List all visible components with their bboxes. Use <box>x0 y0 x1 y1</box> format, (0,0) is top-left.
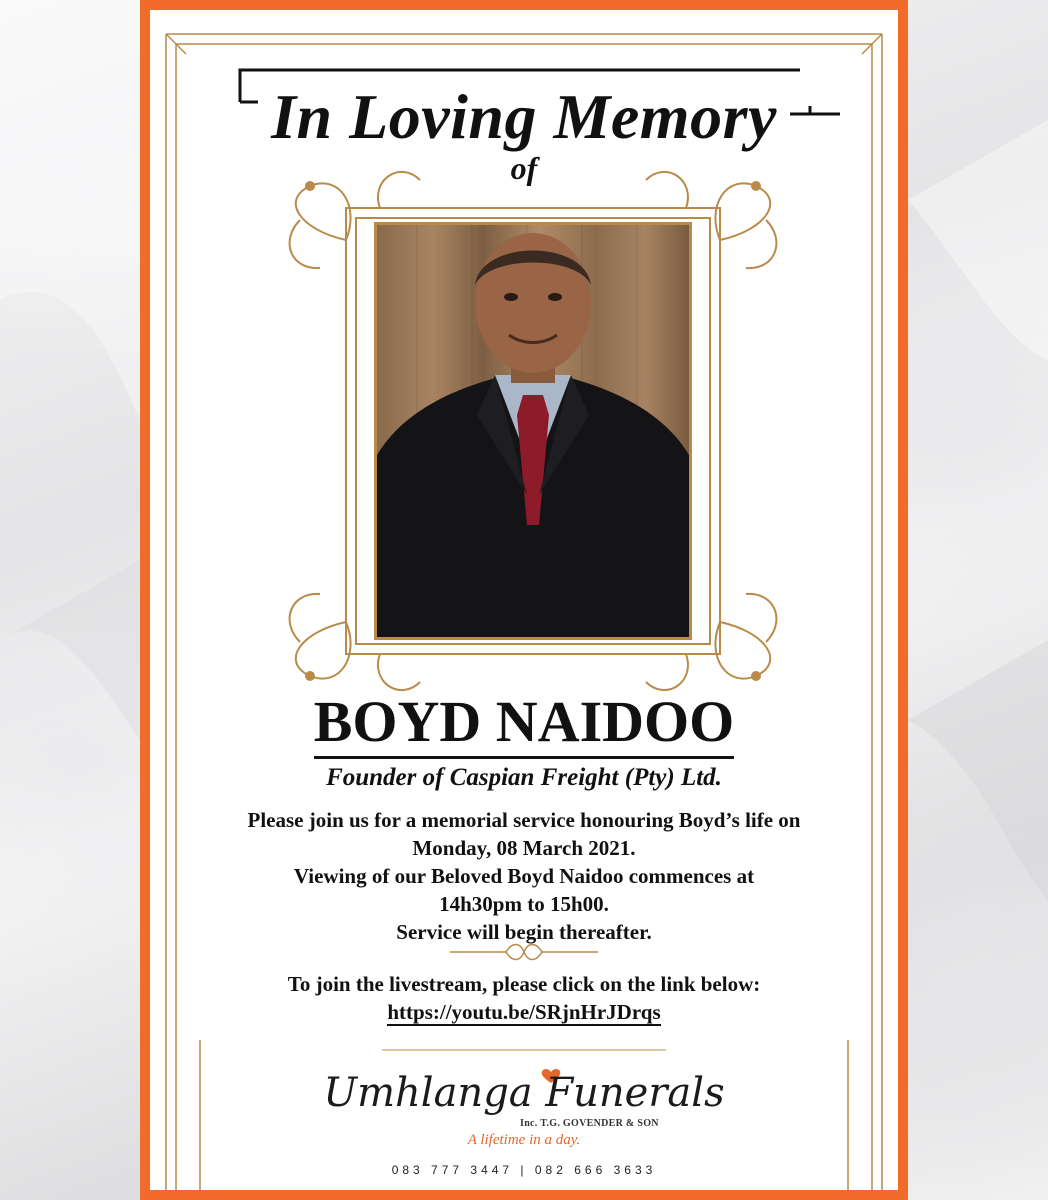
service-details <box>190 806 858 946</box>
detail-line: Please join us for a memorial service honouring Boyd’s life on <box>247 808 801 832</box>
detail-line: Monday, 08 March 2021. <box>412 836 636 860</box>
title-of: of <box>510 150 538 186</box>
detail-line: Service will begin thereafter. <box>396 920 652 944</box>
portrait-illustration <box>377 225 689 637</box>
contact-phones: 083 777 3447 | 082 666 3633 <box>391 1163 657 1177</box>
livestream-prompt: To join the livestream, please click on the link below: <box>287 972 761 996</box>
deceased-name-text: BOYD NAIDOO <box>314 689 735 759</box>
livestream-link[interactable]: https://youtu.be/SRjnHrJDrqs <box>387 1000 661 1024</box>
page-title: In Loving Memory <box>271 81 777 152</box>
livestream-section <box>190 970 858 1026</box>
detail-line: 14h30pm to 15h00. <box>439 892 609 916</box>
portrait-photo <box>374 222 692 640</box>
divider-ornament <box>450 945 598 960</box>
detail-line: Viewing of our Beloved Boyd Naidoo commences at <box>293 864 755 888</box>
brand-logo: Umhlanga Funerals <box>323 1070 725 1116</box>
deceased-title: Founder of Caspian Freight (Pty) Ltd. <box>326 764 722 791</box>
brand-tagline: A lifetime in a day. <box>467 1132 581 1148</box>
memorial-card <box>140 0 908 1200</box>
brand-subtitle: Inc. T.G. GOVENDER & SON <box>520 1118 659 1129</box>
deceased-name <box>150 688 898 755</box>
